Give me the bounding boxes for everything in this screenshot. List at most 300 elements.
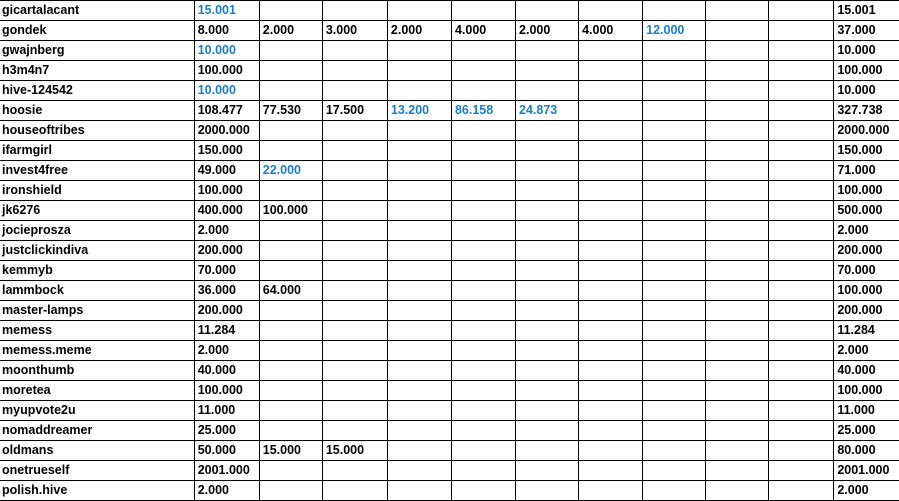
value-cell[interactable] bbox=[706, 361, 769, 381]
value-cell[interactable]: 11.000 bbox=[194, 401, 259, 421]
value-cell[interactable] bbox=[706, 481, 769, 501]
value-cell[interactable] bbox=[706, 421, 769, 441]
value-cell[interactable] bbox=[322, 321, 387, 341]
total-cell[interactable]: 25.000 bbox=[834, 421, 899, 441]
value-cell[interactable] bbox=[259, 181, 322, 201]
value-cell[interactable] bbox=[322, 41, 387, 61]
value-cell[interactable] bbox=[322, 141, 387, 161]
value-cell[interactable] bbox=[387, 381, 451, 401]
value-cell[interactable] bbox=[643, 361, 706, 381]
value-cell[interactable]: 2.000 bbox=[259, 21, 322, 41]
value-cell[interactable] bbox=[579, 221, 643, 241]
value-cell[interactable] bbox=[643, 81, 706, 101]
value-cell[interactable]: 36.000 bbox=[194, 281, 259, 301]
total-cell[interactable]: 200.000 bbox=[834, 241, 899, 261]
value-cell[interactable] bbox=[706, 401, 769, 421]
value-cell[interactable] bbox=[387, 161, 451, 181]
row-name-cell[interactable]: gicartalacant bbox=[0, 1, 194, 21]
value-cell[interactable] bbox=[322, 121, 387, 141]
value-cell[interactable] bbox=[259, 421, 322, 441]
value-cell[interactable] bbox=[516, 141, 579, 161]
value-cell[interactable] bbox=[451, 361, 515, 381]
value-cell[interactable] bbox=[643, 221, 706, 241]
value-cell[interactable]: 2.000 bbox=[516, 21, 579, 41]
value-cell[interactable] bbox=[516, 381, 579, 401]
value-cell[interactable]: 2.000 bbox=[194, 221, 259, 241]
value-cell[interactable] bbox=[322, 421, 387, 441]
value-cell[interactable] bbox=[769, 321, 834, 341]
value-cell[interactable] bbox=[259, 81, 322, 101]
value-cell[interactable] bbox=[387, 141, 451, 161]
value-cell[interactable] bbox=[451, 81, 515, 101]
value-cell[interactable] bbox=[322, 61, 387, 81]
value-cell[interactable] bbox=[579, 341, 643, 361]
value-cell[interactable] bbox=[706, 241, 769, 261]
value-cell[interactable] bbox=[579, 381, 643, 401]
value-cell[interactable] bbox=[451, 401, 515, 421]
value-cell[interactable] bbox=[322, 461, 387, 481]
value-cell[interactable] bbox=[516, 201, 579, 221]
value-cell[interactable] bbox=[706, 1, 769, 21]
value-cell[interactable] bbox=[516, 421, 579, 441]
value-cell[interactable] bbox=[322, 341, 387, 361]
value-cell[interactable] bbox=[579, 201, 643, 221]
total-cell[interactable]: 40.000 bbox=[834, 361, 899, 381]
value-cell[interactable] bbox=[259, 361, 322, 381]
value-cell[interactable]: 2.000 bbox=[194, 481, 259, 501]
value-cell[interactable] bbox=[451, 41, 515, 61]
value-cell[interactable] bbox=[643, 181, 706, 201]
value-cell[interactable] bbox=[451, 201, 515, 221]
value-cell[interactable] bbox=[516, 81, 579, 101]
value-cell[interactable] bbox=[516, 441, 579, 461]
row-name-cell[interactable]: houseoftribes bbox=[0, 121, 194, 141]
value-cell[interactable] bbox=[451, 121, 515, 141]
value-cell[interactable]: 17.500 bbox=[322, 101, 387, 121]
value-cell[interactable] bbox=[259, 301, 322, 321]
value-cell[interactable] bbox=[259, 341, 322, 361]
value-cell[interactable] bbox=[769, 481, 834, 501]
value-cell[interactable] bbox=[387, 181, 451, 201]
value-cell[interactable] bbox=[706, 461, 769, 481]
total-cell[interactable]: 11.284 bbox=[834, 321, 899, 341]
value-cell[interactable] bbox=[706, 61, 769, 81]
value-cell[interactable] bbox=[516, 261, 579, 281]
value-cell[interactable] bbox=[387, 441, 451, 461]
value-cell[interactable] bbox=[387, 41, 451, 61]
total-cell[interactable]: 2.000 bbox=[834, 481, 899, 501]
value-cell[interactable] bbox=[451, 281, 515, 301]
value-cell[interactable]: 15.000 bbox=[322, 441, 387, 461]
value-cell[interactable] bbox=[451, 341, 515, 361]
value-cell[interactable]: 10.000 bbox=[194, 81, 259, 101]
value-cell[interactable] bbox=[769, 1, 834, 21]
value-cell[interactable] bbox=[706, 261, 769, 281]
value-cell[interactable] bbox=[322, 361, 387, 381]
value-cell[interactable] bbox=[706, 281, 769, 301]
value-cell[interactable] bbox=[322, 81, 387, 101]
value-cell[interactable] bbox=[643, 141, 706, 161]
value-cell[interactable] bbox=[451, 441, 515, 461]
value-cell[interactable] bbox=[706, 21, 769, 41]
value-cell[interactable] bbox=[387, 261, 451, 281]
value-cell[interactable]: 70.000 bbox=[194, 261, 259, 281]
value-cell[interactable] bbox=[387, 401, 451, 421]
total-cell[interactable]: 100.000 bbox=[834, 181, 899, 201]
value-cell[interactable] bbox=[643, 61, 706, 81]
row-name-cell[interactable]: ironshield bbox=[0, 181, 194, 201]
value-cell[interactable] bbox=[643, 261, 706, 281]
value-cell[interactable] bbox=[769, 401, 834, 421]
value-cell[interactable] bbox=[451, 461, 515, 481]
row-name-cell[interactable]: jocieprosza bbox=[0, 221, 194, 241]
value-cell[interactable]: 3.000 bbox=[322, 21, 387, 41]
value-cell[interactable] bbox=[259, 321, 322, 341]
value-cell[interactable] bbox=[516, 481, 579, 501]
value-cell[interactable] bbox=[769, 81, 834, 101]
value-cell[interactable]: 200.000 bbox=[194, 241, 259, 261]
value-cell[interactable] bbox=[769, 361, 834, 381]
value-cell[interactable] bbox=[643, 201, 706, 221]
value-cell[interactable] bbox=[769, 141, 834, 161]
value-cell[interactable] bbox=[322, 181, 387, 201]
value-cell[interactable] bbox=[579, 441, 643, 461]
value-cell[interactable] bbox=[769, 41, 834, 61]
value-cell[interactable] bbox=[579, 361, 643, 381]
value-cell[interactable] bbox=[643, 101, 706, 121]
row-name-cell[interactable]: moonthumb bbox=[0, 361, 194, 381]
value-cell[interactable] bbox=[516, 281, 579, 301]
value-cell[interactable] bbox=[579, 141, 643, 161]
total-cell[interactable]: 327.738 bbox=[834, 101, 899, 121]
total-cell[interactable]: 10.000 bbox=[834, 41, 899, 61]
total-cell[interactable]: 11.000 bbox=[834, 401, 899, 421]
value-cell[interactable] bbox=[451, 381, 515, 401]
value-cell[interactable] bbox=[516, 181, 579, 201]
value-cell[interactable] bbox=[579, 181, 643, 201]
value-cell[interactable] bbox=[387, 361, 451, 381]
row-name-cell[interactable]: memess bbox=[0, 321, 194, 341]
row-name-cell[interactable]: onetrueself bbox=[0, 461, 194, 481]
value-cell[interactable] bbox=[259, 141, 322, 161]
value-cell[interactable] bbox=[643, 441, 706, 461]
total-cell[interactable]: 100.000 bbox=[834, 281, 899, 301]
value-cell[interactable] bbox=[322, 241, 387, 261]
row-name-cell[interactable]: gondek bbox=[0, 21, 194, 41]
value-cell[interactable]: 2.000 bbox=[387, 21, 451, 41]
total-cell[interactable]: 2000.000 bbox=[834, 121, 899, 141]
value-cell[interactable]: 64.000 bbox=[259, 281, 322, 301]
value-cell[interactable] bbox=[769, 121, 834, 141]
value-cell[interactable]: 8.000 bbox=[194, 21, 259, 41]
row-name-cell[interactable]: invest4free bbox=[0, 161, 194, 181]
value-cell[interactable] bbox=[322, 401, 387, 421]
total-cell[interactable]: 100.000 bbox=[834, 381, 899, 401]
value-cell[interactable] bbox=[769, 201, 834, 221]
row-name-cell[interactable]: h3m4n7 bbox=[0, 61, 194, 81]
value-cell[interactable] bbox=[259, 121, 322, 141]
value-cell[interactable]: 40.000 bbox=[194, 361, 259, 381]
value-cell[interactable] bbox=[643, 461, 706, 481]
row-name-cell[interactable]: myupvote2u bbox=[0, 401, 194, 421]
value-cell[interactable] bbox=[769, 101, 834, 121]
value-cell[interactable] bbox=[769, 381, 834, 401]
value-cell[interactable]: 25.000 bbox=[194, 421, 259, 441]
row-name-cell[interactable]: hive-124542 bbox=[0, 81, 194, 101]
value-cell[interactable] bbox=[451, 321, 515, 341]
total-cell[interactable]: 80.000 bbox=[834, 441, 899, 461]
row-name-cell[interactable]: gwajnberg bbox=[0, 41, 194, 61]
value-cell[interactable] bbox=[451, 181, 515, 201]
value-cell[interactable] bbox=[769, 261, 834, 281]
value-cell[interactable]: 24.873 bbox=[516, 101, 579, 121]
value-cell[interactable] bbox=[769, 181, 834, 201]
value-cell[interactable] bbox=[706, 201, 769, 221]
value-cell[interactable] bbox=[322, 161, 387, 181]
value-cell[interactable] bbox=[259, 241, 322, 261]
value-cell[interactable] bbox=[516, 221, 579, 241]
value-cell[interactable] bbox=[579, 101, 643, 121]
value-cell[interactable] bbox=[769, 221, 834, 241]
value-cell[interactable] bbox=[769, 281, 834, 301]
value-cell[interactable] bbox=[706, 121, 769, 141]
value-cell[interactable] bbox=[579, 121, 643, 141]
value-cell[interactable] bbox=[643, 1, 706, 21]
value-cell[interactable] bbox=[516, 401, 579, 421]
value-cell[interactable] bbox=[322, 481, 387, 501]
value-cell[interactable] bbox=[387, 461, 451, 481]
value-cell[interactable] bbox=[451, 241, 515, 261]
value-cell[interactable]: 2000.000 bbox=[194, 121, 259, 141]
row-name-cell[interactable]: oldmans bbox=[0, 441, 194, 461]
value-cell[interactable] bbox=[579, 461, 643, 481]
value-cell[interactable] bbox=[579, 301, 643, 321]
value-cell[interactable] bbox=[387, 341, 451, 361]
value-cell[interactable]: 100.000 bbox=[194, 181, 259, 201]
value-cell[interactable] bbox=[259, 221, 322, 241]
value-cell[interactable]: 200.000 bbox=[194, 301, 259, 321]
value-cell[interactable] bbox=[706, 141, 769, 161]
value-cell[interactable] bbox=[579, 41, 643, 61]
value-cell[interactable]: 22.000 bbox=[259, 161, 322, 181]
value-cell[interactable] bbox=[259, 481, 322, 501]
value-cell[interactable]: 4.000 bbox=[451, 21, 515, 41]
value-cell[interactable] bbox=[769, 421, 834, 441]
value-cell[interactable] bbox=[259, 61, 322, 81]
value-cell[interactable] bbox=[706, 341, 769, 361]
row-name-cell[interactable]: jk6276 bbox=[0, 201, 194, 221]
value-cell[interactable] bbox=[706, 321, 769, 341]
value-cell[interactable] bbox=[516, 321, 579, 341]
value-cell[interactable] bbox=[643, 421, 706, 441]
value-cell[interactable]: 108.477 bbox=[194, 101, 259, 121]
value-cell[interactable] bbox=[451, 221, 515, 241]
value-cell[interactable] bbox=[259, 1, 322, 21]
value-cell[interactable] bbox=[579, 61, 643, 81]
value-cell[interactable] bbox=[643, 341, 706, 361]
value-cell[interactable]: 100.000 bbox=[259, 201, 322, 221]
row-name-cell[interactable]: master-lamps bbox=[0, 301, 194, 321]
value-cell[interactable] bbox=[769, 161, 834, 181]
value-cell[interactable]: 2.000 bbox=[194, 341, 259, 361]
value-cell[interactable] bbox=[706, 161, 769, 181]
value-cell[interactable] bbox=[387, 301, 451, 321]
value-cell[interactable] bbox=[387, 221, 451, 241]
value-cell[interactable] bbox=[643, 401, 706, 421]
value-cell[interactable] bbox=[259, 41, 322, 61]
value-cell[interactable] bbox=[769, 241, 834, 261]
value-cell[interactable] bbox=[579, 281, 643, 301]
value-cell[interactable] bbox=[643, 481, 706, 501]
total-cell[interactable]: 500.000 bbox=[834, 201, 899, 221]
value-cell[interactable]: 11.284 bbox=[194, 321, 259, 341]
value-cell[interactable] bbox=[387, 281, 451, 301]
value-cell[interactable] bbox=[769, 61, 834, 81]
total-cell[interactable]: 150.000 bbox=[834, 141, 899, 161]
row-name-cell[interactable]: nomaddreamer bbox=[0, 421, 194, 441]
value-cell[interactable]: 2001.000 bbox=[194, 461, 259, 481]
row-name-cell[interactable]: ifarmgirl bbox=[0, 141, 194, 161]
value-cell[interactable] bbox=[322, 281, 387, 301]
row-name-cell[interactable]: memess.meme bbox=[0, 341, 194, 361]
value-cell[interactable] bbox=[706, 221, 769, 241]
value-cell[interactable]: 13.200 bbox=[387, 101, 451, 121]
value-cell[interactable] bbox=[451, 421, 515, 441]
value-cell[interactable] bbox=[451, 261, 515, 281]
total-cell[interactable]: 2.000 bbox=[834, 221, 899, 241]
value-cell[interactable]: 12.000 bbox=[643, 21, 706, 41]
value-cell[interactable] bbox=[516, 61, 579, 81]
value-cell[interactable] bbox=[322, 261, 387, 281]
row-name-cell[interactable]: justclickindiva bbox=[0, 241, 194, 261]
value-cell[interactable] bbox=[451, 481, 515, 501]
value-cell[interactable] bbox=[579, 261, 643, 281]
value-cell[interactable] bbox=[643, 161, 706, 181]
value-cell[interactable] bbox=[451, 1, 515, 21]
value-cell[interactable] bbox=[387, 201, 451, 221]
value-cell[interactable] bbox=[387, 61, 451, 81]
value-cell[interactable] bbox=[451, 61, 515, 81]
value-cell[interactable] bbox=[387, 241, 451, 261]
value-cell[interactable] bbox=[643, 301, 706, 321]
row-name-cell[interactable]: hoosie bbox=[0, 101, 194, 121]
value-cell[interactable] bbox=[579, 1, 643, 21]
value-cell[interactable] bbox=[516, 301, 579, 321]
value-cell[interactable] bbox=[259, 261, 322, 281]
value-cell[interactable] bbox=[451, 141, 515, 161]
row-name-cell[interactable]: moretea bbox=[0, 381, 194, 401]
value-cell[interactable] bbox=[769, 441, 834, 461]
value-cell[interactable] bbox=[516, 121, 579, 141]
value-cell[interactable] bbox=[322, 301, 387, 321]
value-cell[interactable]: 50.000 bbox=[194, 441, 259, 461]
total-cell[interactable]: 200.000 bbox=[834, 301, 899, 321]
value-cell[interactable]: 400.000 bbox=[194, 201, 259, 221]
row-name-cell[interactable]: kemmyb bbox=[0, 261, 194, 281]
value-cell[interactable]: 10.000 bbox=[194, 41, 259, 61]
value-cell[interactable] bbox=[516, 161, 579, 181]
row-name-cell[interactable]: polish.hive bbox=[0, 481, 194, 501]
value-cell[interactable] bbox=[579, 161, 643, 181]
value-cell[interactable] bbox=[259, 401, 322, 421]
value-cell[interactable] bbox=[706, 381, 769, 401]
value-cell[interactable] bbox=[706, 81, 769, 101]
value-cell[interactable] bbox=[579, 81, 643, 101]
value-cell[interactable] bbox=[451, 301, 515, 321]
total-cell[interactable]: 10.000 bbox=[834, 81, 899, 101]
value-cell[interactable] bbox=[706, 301, 769, 321]
value-cell[interactable] bbox=[769, 21, 834, 41]
value-cell[interactable] bbox=[387, 1, 451, 21]
value-cell[interactable] bbox=[643, 121, 706, 141]
total-cell[interactable]: 100.000 bbox=[834, 61, 899, 81]
value-cell[interactable] bbox=[387, 421, 451, 441]
value-cell[interactable] bbox=[579, 481, 643, 501]
value-cell[interactable]: 100.000 bbox=[194, 381, 259, 401]
value-cell[interactable] bbox=[643, 281, 706, 301]
total-cell[interactable]: 2.000 bbox=[834, 341, 899, 361]
value-cell[interactable] bbox=[322, 221, 387, 241]
value-cell[interactable] bbox=[259, 461, 322, 481]
value-cell[interactable] bbox=[516, 361, 579, 381]
value-cell[interactable] bbox=[706, 41, 769, 61]
total-cell[interactable]: 37.000 bbox=[834, 21, 899, 41]
value-cell[interactable]: 4.000 bbox=[579, 21, 643, 41]
value-cell[interactable]: 77.530 bbox=[259, 101, 322, 121]
value-cell[interactable] bbox=[769, 301, 834, 321]
total-cell[interactable]: 71.000 bbox=[834, 161, 899, 181]
value-cell[interactable] bbox=[769, 461, 834, 481]
value-cell[interactable] bbox=[643, 41, 706, 61]
value-cell[interactable] bbox=[322, 201, 387, 221]
value-cell[interactable]: 15.001 bbox=[194, 1, 259, 21]
value-cell[interactable]: 150.000 bbox=[194, 141, 259, 161]
value-cell[interactable] bbox=[706, 181, 769, 201]
value-cell[interactable]: 100.000 bbox=[194, 61, 259, 81]
value-cell[interactable] bbox=[579, 321, 643, 341]
value-cell[interactable] bbox=[643, 241, 706, 261]
value-cell[interactable]: 15.000 bbox=[259, 441, 322, 461]
value-cell[interactable] bbox=[579, 401, 643, 421]
value-cell[interactable]: 86.158 bbox=[451, 101, 515, 121]
value-cell[interactable] bbox=[387, 121, 451, 141]
value-cell[interactable] bbox=[516, 41, 579, 61]
value-cell[interactable] bbox=[259, 381, 322, 401]
total-cell[interactable]: 70.000 bbox=[834, 261, 899, 281]
value-cell[interactable] bbox=[579, 421, 643, 441]
value-cell[interactable] bbox=[516, 461, 579, 481]
value-cell[interactable] bbox=[387, 481, 451, 501]
value-cell[interactable] bbox=[706, 441, 769, 461]
value-cell[interactable] bbox=[516, 1, 579, 21]
value-cell[interactable] bbox=[322, 1, 387, 21]
value-cell[interactable] bbox=[322, 381, 387, 401]
value-cell[interactable] bbox=[706, 101, 769, 121]
value-cell[interactable] bbox=[387, 81, 451, 101]
value-cell[interactable] bbox=[643, 321, 706, 341]
value-cell[interactable]: 49.000 bbox=[194, 161, 259, 181]
value-cell[interactable] bbox=[643, 381, 706, 401]
value-cell[interactable] bbox=[516, 341, 579, 361]
row-name-cell[interactable]: lammbock bbox=[0, 281, 194, 301]
value-cell[interactable] bbox=[516, 241, 579, 261]
value-cell[interactable] bbox=[451, 161, 515, 181]
total-cell[interactable]: 2001.000 bbox=[834, 461, 899, 481]
value-cell[interactable] bbox=[769, 341, 834, 361]
value-cell[interactable] bbox=[579, 241, 643, 261]
value-cell[interactable] bbox=[387, 321, 451, 341]
total-cell[interactable]: 15.001 bbox=[834, 1, 899, 21]
